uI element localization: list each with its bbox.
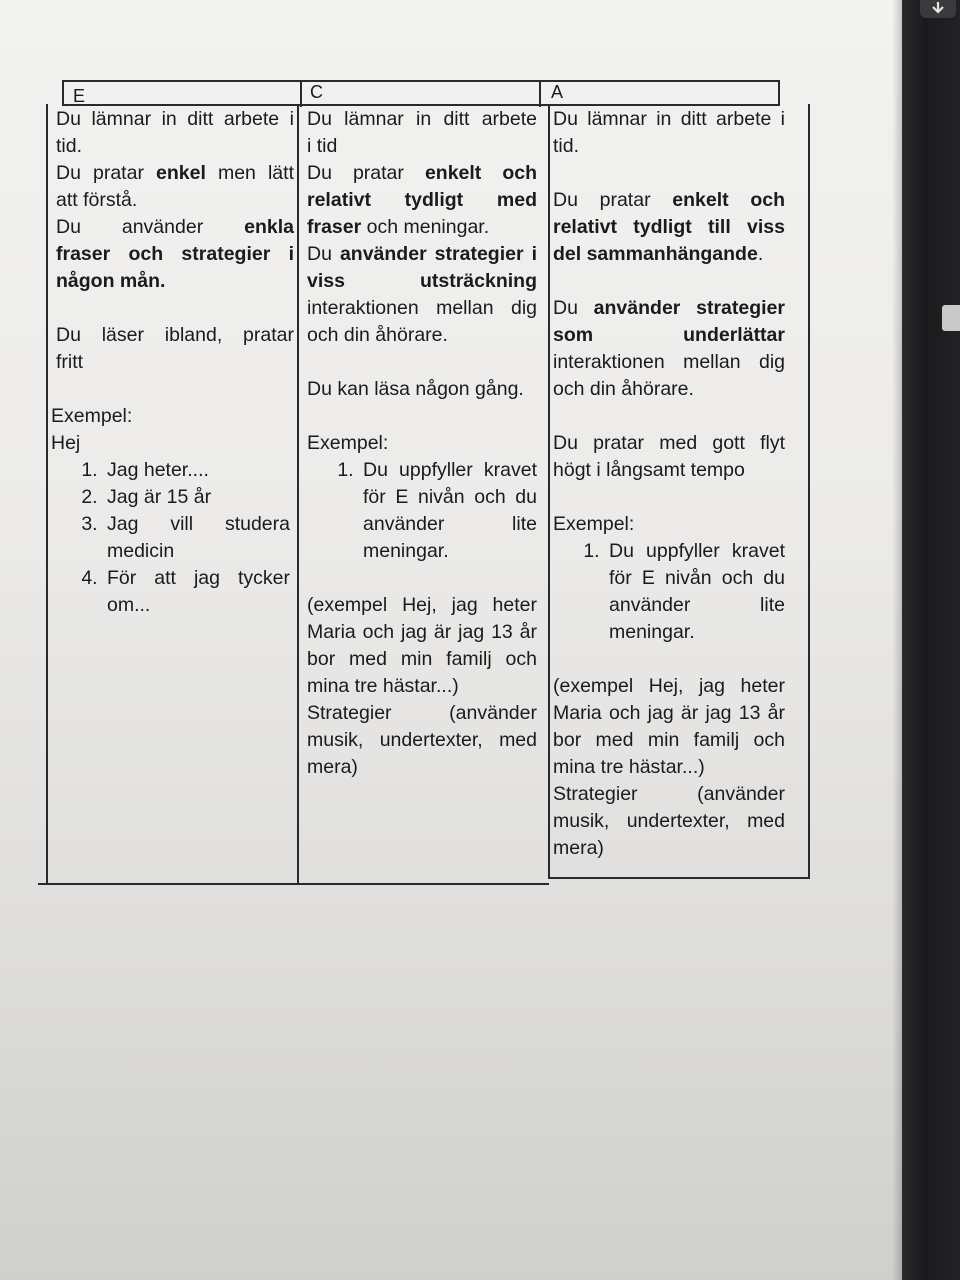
c-uses-line4: och din åhörare. (307, 324, 448, 346)
e-reads-line2: fritt (56, 351, 84, 373)
a-example-label: Exempel: (553, 513, 635, 535)
bottom-border-col-a (548, 877, 810, 879)
table-left-border (46, 104, 48, 885)
c-uses-line3: interaktionen mellan dig (307, 297, 537, 319)
header-c: C (310, 82, 323, 102)
c-example-list (307, 457, 537, 565)
list-item: 1. Du uppfyller kravet för E nivån och du använder lite meningar. (605, 538, 785, 646)
col-divider-1 (297, 104, 299, 885)
list-item: 3. Jag vill studera medicin (103, 511, 290, 565)
table-right-border (808, 104, 810, 879)
e-uses-line3: någon mån. (56, 270, 166, 292)
a-example-list (553, 538, 785, 646)
e-reads-line1: Du läser ibland, pratar (56, 324, 294, 346)
col-divider-2 (548, 104, 550, 878)
a-uses-line2: som underlättar (553, 324, 785, 346)
e-uses-line1: Du använder enkla (56, 216, 294, 238)
a-speak-line2: relativt tydligt till viss (553, 216, 785, 238)
header-a: A (551, 82, 564, 102)
bottom-border-col-e (38, 883, 298, 885)
c-speak-line2: relativt tydligt med (307, 189, 537, 211)
c-example-label: Exempel: (307, 432, 389, 454)
e-speak-line2: att förstå. (56, 189, 138, 211)
a-example-text: (exempel Hej, jag heter Maria och jag är jag 13 år bor med min familj och mina tre hästar...) (553, 675, 785, 778)
list-item: 1. Jag heter.... (103, 457, 290, 484)
header-col-divider-2 (539, 80, 541, 107)
list-item: 4. För att jag tycker om... (103, 565, 290, 619)
bottom-border-col-c (297, 883, 549, 885)
side-tab (942, 305, 960, 331)
cell-a (553, 106, 785, 862)
a-submit-line1: Du lämnar in ditt arbete i (553, 108, 785, 130)
c-uses-line1: Du använder strategier i (307, 243, 537, 265)
e-uses-line2: fraser och strategier i (56, 243, 294, 265)
a-uses-line4: och din åhörare. (553, 378, 694, 400)
e-example-hej: Hej (51, 432, 81, 454)
a-submit-line2: tid. (553, 135, 580, 157)
c-submit-line2: i tid (307, 135, 338, 157)
a-strategies: Strategier (använder musik, undertexter, med mera) (553, 783, 785, 859)
e-submit-line1: Du lämnar in ditt arbete i (56, 108, 294, 130)
list-item: 2. Jag är 15 år (103, 484, 290, 511)
cell-e (51, 106, 294, 619)
c-read: Du kan läsa någon gång. (307, 378, 524, 400)
a-uses-line3: interaktionen mellan dig (553, 351, 785, 373)
a-speak-line3: del sammanhängande. (553, 243, 764, 265)
c-example-text: (exempel Hej, jag heter Maria och jag är jag 13 år bor med min familj och mina tre hästar...) (307, 594, 537, 697)
e-submit-line2: tid. (56, 135, 83, 157)
e-speak-line1: Du pratar enkel men lätt (56, 162, 294, 184)
c-speak-line3: fraser och meningar. (307, 216, 490, 238)
header-right-border (778, 80, 780, 106)
cell-c (307, 106, 537, 781)
c-strategies: Strategier (använder musik, undertexter, med mera) (307, 702, 537, 778)
table-top-border (62, 80, 779, 82)
header-left-border (62, 80, 64, 105)
a-uses-line1: Du använder strategier (553, 297, 785, 319)
c-submit-line1: Du lämnar in ditt arbete (307, 108, 537, 130)
header-e: E (73, 86, 86, 106)
c-speak-line1: Du pratar enkelt och (307, 162, 537, 184)
e-example-label: Exempel: (51, 405, 133, 427)
a-speak-line1: Du pratar enkelt och (553, 189, 785, 211)
grading-table (38, 80, 810, 885)
header-col-divider-1 (300, 80, 302, 107)
list-item: 1. Du uppfyller kravet för E nivån och du använder lite meningar. (359, 457, 537, 565)
e-example-list (56, 457, 290, 619)
c-uses-line2: viss utsträckning (307, 270, 537, 292)
download-arrow-icon (920, 0, 956, 18)
a-flow: Du pratar med gott flyt högt i långsamt tempo (553, 432, 785, 481)
dark-background (902, 0, 960, 1280)
